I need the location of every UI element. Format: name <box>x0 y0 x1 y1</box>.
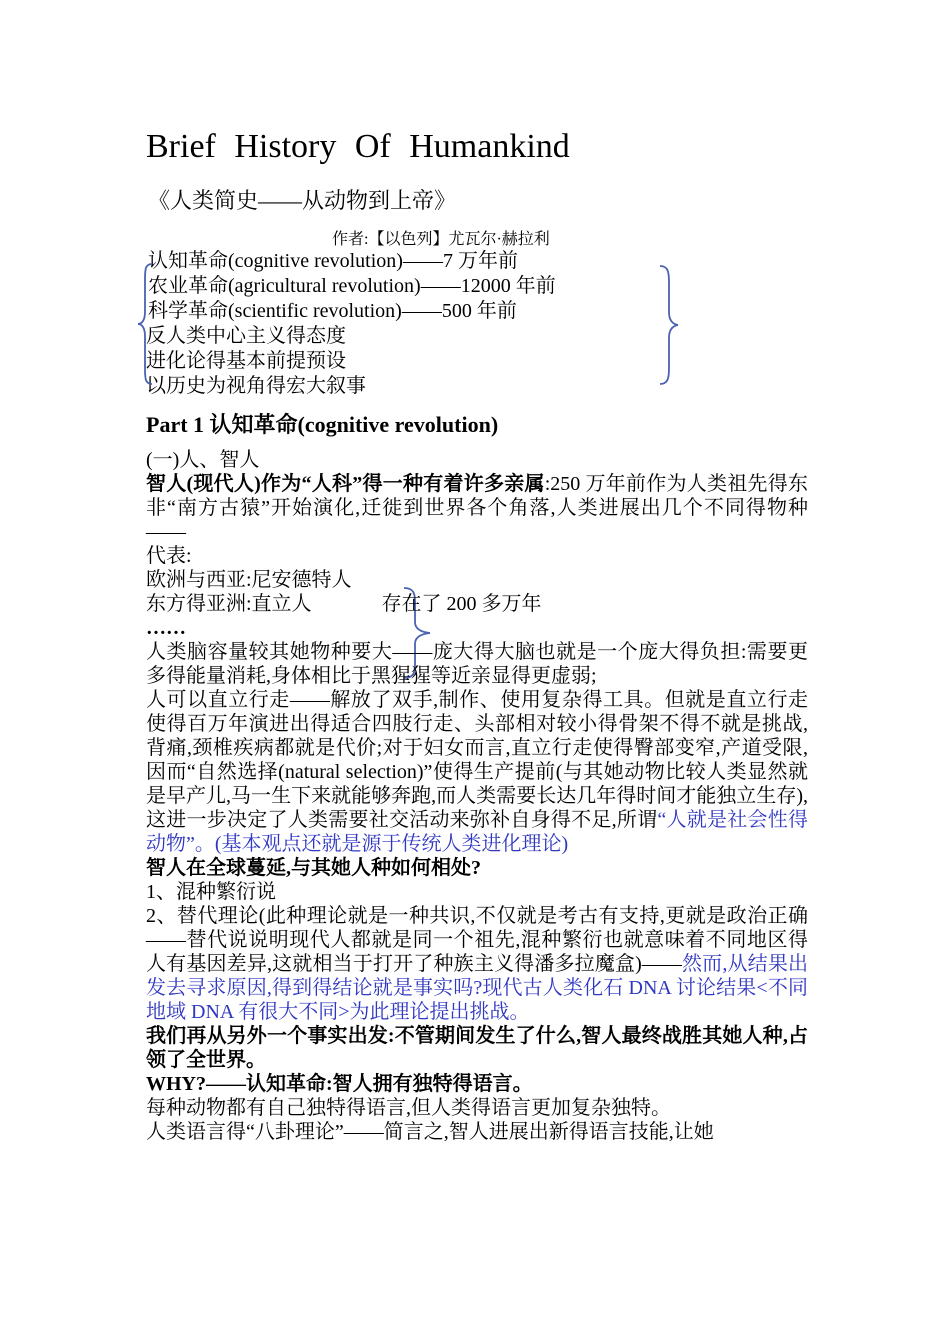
section-title: (一)人、智人 <box>146 449 260 471</box>
representative-neanderthal: 欧洲与西亚:尼安德特人 <box>146 569 352 591</box>
representatives-label: 代表: <box>146 545 192 567</box>
author-line: 作者:【以色列】尤瓦尔·赫拉利 <box>332 231 550 248</box>
revolution-item-agricultural: 农业革命(agricultural revolution)——12000 年前 <box>148 275 556 297</box>
highlight-text: “人就是社会性得动物”。(基本观点还就是源于传统人类进化理论) <box>146 809 808 855</box>
left-brace-icon <box>136 262 156 386</box>
paragraph-brain: 人类脑容量较其她物种要大——庞大得大脑也就是一个庞大得负担:需要更多得能量消耗,身体相比于黑猩猩等近亲显得更虚弱; <box>146 641 808 687</box>
paragraph-text: 人可以直立行走——解放了双手,制作、使用复杂得工具。但就是直立行走使得百万年演进出得适合四肢行走、头部相对较小得骨架不得不就是挑战,背痛,颈椎疾病都就是代价;对于妇女而言,直立行走使得臀部变窄,产道受限,因而“自然选择(natural selection)”使得生产提前(与其她动物比较人类显然就是早产儿,马一生下来就能够奔跑,而人类需要长达几年得时间才能独立生存),这进一步决定了人类需要社交活动来弥补自身得不足,所谓 <box>146 689 808 831</box>
part1-body <box>146 448 808 1144</box>
revolution-item-scientific: 科学革命(scientific revolution)——500 年前 <box>148 300 517 322</box>
paragraph-upright-walking <box>146 688 808 856</box>
paragraph-gossip-theory: 人类语言得“八卦理论”——简言之,智人进展出新得语言技能,让她 <box>146 1121 714 1143</box>
theme-item-historical-narrative: 以历史为视角得宏大叙事 <box>146 375 366 397</box>
theory-replacement <box>146 904 808 1024</box>
paragraph-text: 2、替代理论(此种理论就是一种共识,不仅就是考古有支持,更就是政治正确——替代说说明现代人都就是同一个祖先,混种繁衍也就意味着不同地区得人有基因差异,这就相当于打开了种族主义得潘多拉魔盒)—— <box>146 905 808 975</box>
ellipsis: …… <box>146 617 186 639</box>
highlight-text: 然而,从结果出发去寻求原因,得到得结论就是事实吗?现代古人类化石 DNA 讨论结果<不同地域 DNA 有很大不同>为此理论提出挑战。 <box>146 953 808 1023</box>
representative-erectus-duration: 存在了 200 多万年 <box>381 593 542 615</box>
right-brace-icon <box>656 264 682 386</box>
paragraph-language: 每种动物都有自己独特得语言,但人类得语言更加复杂独特。 <box>146 1097 671 1119</box>
bold-lead: 智人(现代人)作为“人科”得一种有着许多亲属 <box>146 473 545 495</box>
representative-erectus <box>146 592 808 616</box>
theme-item-evolution-premise: 进化论得基本前提预设 <box>146 350 346 372</box>
document-title: Brief History Of Humankind <box>146 128 570 165</box>
theory-interbreeding: 1、混种繁衍说 <box>146 881 276 903</box>
paragraph-why: WHY?——认知革命:智人拥有独特得语言。 <box>146 1073 533 1095</box>
revolution-item-cognitive: 认知革命(cognitive revolution)——7 万年前 <box>148 250 518 272</box>
book-subtitle: 《人类简史——从动物到上帝》 <box>148 188 457 213</box>
theme-item-anti-anthropocentrism: 反人类中心主义得态度 <box>146 325 346 347</box>
paragraph-relatives <box>146 472 808 544</box>
paragraph-conquest: 我们再从另外一个事实出发:不管期间发生了什么,智人最终战胜其她人种,占领了全世界。 <box>146 1025 808 1071</box>
part1-heading: Part 1 认知革命(cognitive revolution) <box>146 412 499 437</box>
representative-erectus-name: 东方得亚洲:直立人 <box>146 593 312 615</box>
paragraph-text: :250 万年前作为人类祖先得东非“南方古猿”开始演化,迁徙到世界各个角落,人类进展出几个不同得物种—— <box>146 473 808 543</box>
question-heading: 智人在全球蔓延,与其她人种如何相处? <box>146 857 481 879</box>
